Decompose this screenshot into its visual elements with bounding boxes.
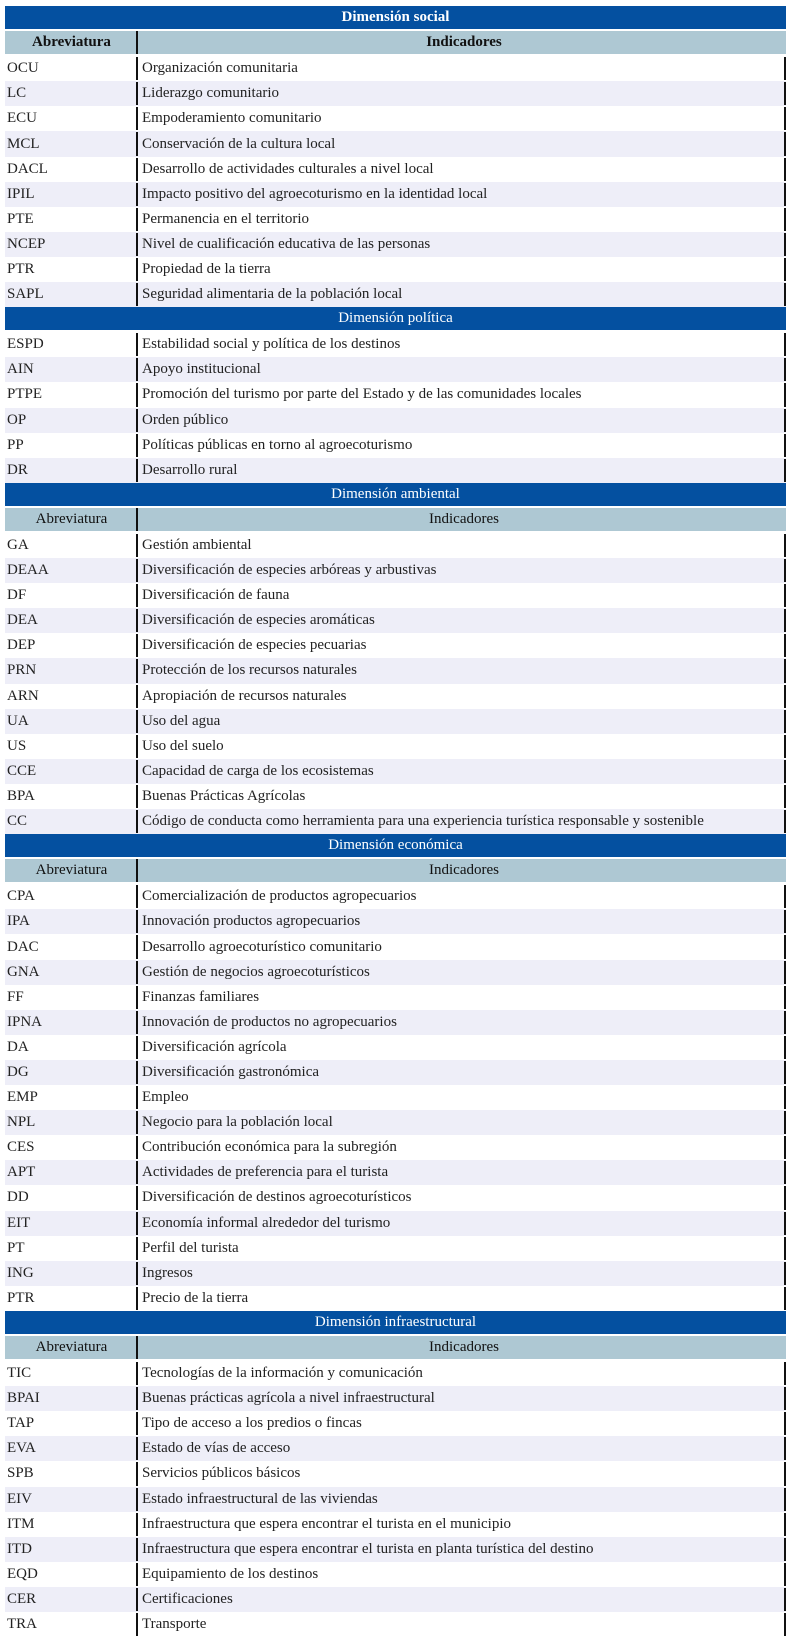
column-header-abbreviation: Abreviatura [32,34,111,51]
table-row [5,1160,786,1185]
column-header-row [5,31,786,54]
table-row [5,985,786,1010]
abbreviation-cell: LC [7,85,27,102]
table-row [5,433,786,458]
indicator-cell: Diversificación gastronómica [136,1061,786,1084]
indicator-cell: Políticas públicas en torno al agroecoturismo [136,434,786,457]
abbreviation-cell: CER [7,1590,37,1607]
indicator-cell: Diversificación de especies pecuarias [136,634,786,657]
indicator-cell: Estabilidad social y política de los destinos [136,333,786,356]
indicators-table [5,6,786,1637]
table-row [5,558,786,583]
table-row [5,1211,786,1236]
indicator-cell: Certificaciones [136,1588,786,1611]
table-row [5,759,786,784]
table-row [5,1562,786,1587]
abbreviation-cell: GA [7,537,29,554]
indicator-cell: Economía informal alrededor del turismo [136,1212,786,1235]
abbreviation-cell: EQD [7,1565,38,1582]
table-row [5,357,786,382]
abbreviation-cell: PT [7,1239,25,1256]
table-row [5,533,786,558]
table-row [5,1411,786,1436]
indicator-cell: Uso del suelo [136,735,786,758]
abbreviation-cell: CCE [7,762,37,779]
indicator-cell: Contribución económica para la subregión [136,1136,786,1159]
table-row [5,1261,786,1286]
column-header-indicators: Indicadores [136,859,786,882]
column-header-row [5,859,786,882]
abbreviation-cell: ITM [7,1515,35,1532]
column-header-row [5,508,786,531]
indicator-cell: Innovación de productos no agropecuarios [136,1011,786,1034]
abbreviation-cell: PTPE [7,386,43,403]
column-header-abbreviation: Abreviatura [35,862,108,879]
table-row [5,1085,786,1110]
abbreviation-cell: DEP [7,637,36,654]
indicator-cell: Ingresos [136,1262,786,1285]
indicator-cell: Tipo de acceso a los predios o fincas [136,1412,786,1435]
table-row [5,232,786,257]
table-row [5,282,786,307]
abbreviation-cell: EIT [7,1214,31,1231]
abbreviation-cell: PTR [7,1289,35,1306]
indicator-cell: Diversificación agrícola [136,1036,786,1059]
table-row [5,382,786,407]
table-row [5,658,786,683]
abbreviation-cell: CPA [7,888,35,905]
indicator-cell: Permanencia en el territorio [136,208,786,231]
abbreviation-cell: FF [7,988,24,1005]
abbreviation-cell: PTE [7,210,34,227]
section-title: Dimensión económica [5,834,786,857]
indicator-cell: Impacto positivo del agroecoturismo en la identidad local [136,183,786,206]
indicator-cell: Transporte [136,1613,786,1636]
abbreviation-cell: DG [7,1063,29,1080]
column-header-abbreviation: Abreviatura [35,1338,108,1355]
table-row [5,1587,786,1612]
indicator-cell: Diversificación de destinos agroecoturísticos [136,1186,786,1209]
table-row [5,909,786,934]
indicator-cell: Empoderamiento comunitario [136,107,786,130]
indicator-cell: Gestión ambiental [136,534,786,557]
indicator-cell: Innovación productos agropecuarios [136,910,786,933]
indicator-cell: Promoción del turismo por parte del Estado y de las comunidades locales [136,383,786,406]
table-row [5,131,786,156]
abbreviation-cell: DA [7,1038,29,1055]
indicator-cell: Seguridad alimentaria de la población local [136,283,786,306]
table-row [5,633,786,658]
abbreviation-cell: ING [7,1264,34,1281]
indicator-cell: Actividades de preferencia para el turista [136,1161,786,1184]
indicator-cell: Nivel de cualificación educativa de las personas [136,233,786,256]
table-row [5,934,786,959]
column-header-abbreviation: Abreviatura [35,510,108,527]
indicator-cell: Capacidad de carga de los ecosistemas [136,760,786,783]
indicator-cell: Equipamiento de los destinos [136,1563,786,1586]
abbreviation-cell: SPB [7,1465,34,1482]
table-row [5,1135,786,1160]
indicator-cell: Apropiación de recursos naturales [136,685,786,708]
abbreviation-cell: GNA [7,963,40,980]
indicator-cell: Estado de vías de acceso [136,1437,786,1460]
section-title: Dimensión social [5,6,786,29]
table-row [5,1035,786,1060]
abbreviation-cell: CES [7,1139,35,1156]
abbreviation-cell: ECU [7,110,37,127]
abbreviation-cell: PTR [7,260,35,277]
abbreviation-cell: DD [7,1189,29,1206]
indicator-cell: Código de conducta como herramienta para una experiencia turística responsable y sostenible [136,810,786,833]
table-row [5,1487,786,1512]
indicator-cell: Uso del agua [136,710,786,733]
table-row [5,1461,786,1486]
indicator-cell: Servicios públicos básicos [136,1462,786,1485]
column-header-indicators: Indicadores [136,1336,786,1359]
table-row [5,458,786,483]
table-row [5,1537,786,1562]
table-row [5,809,786,834]
abbreviation-cell: DAC [7,938,39,955]
indicator-cell: Precio de la tierra [136,1287,786,1310]
table-row [5,157,786,182]
abbreviation-cell: ARN [7,687,39,704]
indicator-cell: Orden público [136,409,786,432]
abbreviation-cell: EMP [7,1089,38,1106]
indicator-cell: Tecnologías de la información y comunicación [136,1362,786,1385]
indicator-cell: Desarrollo agroecoturístico comunitario [136,935,786,958]
abbreviation-cell: AIN [7,361,34,378]
abbreviation-cell: TAP [7,1415,35,1432]
indicator-cell: Desarrollo de actividades culturales a nivel local [136,158,786,181]
indicator-cell: Buenas Prácticas Agrícolas [136,785,786,808]
indicator-cell: Infraestructura que espera encontrar el turista en planta turística del destino [136,1538,786,1561]
abbreviation-cell: DACL [7,160,48,177]
indicator-cell: Conservación de la cultura local [136,132,786,155]
indicator-cell: Propiedad de la tierra [136,258,786,281]
abbreviation-cell: BPA [7,787,35,804]
abbreviation-cell: NCEP [7,235,46,252]
abbreviation-cell: IPA [7,913,30,930]
table-row [5,56,786,81]
abbreviation-cell: CC [7,813,28,830]
indicator-cell: Diversificación de fauna [136,584,786,607]
indicator-cell: Negocio para la población local [136,1111,786,1134]
indicator-cell: Diversificación de especies aromáticas [136,609,786,632]
indicator-cell: Finanzas familiares [136,986,786,1009]
indicator-cell: Estado infraestructural de las viviendas [136,1488,786,1511]
table-row [5,1386,786,1411]
abbreviation-cell: IPIL [7,185,35,202]
abbreviation-cell: EVA [7,1440,36,1457]
indicator-cell: Organización comunitaria [136,57,786,80]
table-row [5,784,786,809]
table-row [5,106,786,131]
abbreviation-cell: DR [7,461,28,478]
abbreviation-cell: BPAI [7,1390,40,1407]
indicator-cell: Apoyo institucional [136,358,786,381]
table-row [5,734,786,759]
indicator-cell: Perfil del turista [136,1237,786,1260]
abbreviation-cell: PRN [7,662,37,679]
table-row [5,1436,786,1461]
table-row [5,684,786,709]
table-row [5,1110,786,1135]
indicator-cell: Gestión de negocios agroecoturísticos [136,961,786,984]
table-row [5,1361,786,1386]
section-title: Dimensión ambiental [5,483,786,506]
abbreviation-cell: US [7,737,27,754]
table-row [5,583,786,608]
abbreviation-cell: OCU [7,60,39,77]
table-row [5,608,786,633]
abbreviation-cell: DEAA [7,562,49,579]
abbreviation-cell: ITD [7,1540,32,1557]
indicator-cell: Buenas prácticas agrícola a nivel infraestructural [136,1387,786,1410]
column-header-row [5,1336,786,1359]
indicator-cell: Desarrollo rural [136,459,786,482]
table-row [5,1060,786,1085]
abbreviation-cell: SAPL [7,286,44,303]
abbreviation-cell: ESPD [7,336,44,353]
indicator-cell: Liderazgo comunitario [136,82,786,105]
table-row [5,182,786,207]
abbreviation-cell: NPL [7,1114,36,1131]
abbreviation-cell: APT [7,1164,36,1181]
table-row [5,81,786,106]
table-row [5,257,786,282]
table-row [5,408,786,433]
column-header-indicators: Indicadores [136,508,786,531]
indicator-cell: Infraestructura que espera encontrar el turista en el municipio [136,1513,786,1536]
indicator-cell: Diversificación de especies arbóreas y arbustivas [136,559,786,582]
table-row [5,332,786,357]
table-row [5,207,786,232]
table-row [5,960,786,985]
table-row [5,1185,786,1210]
table-row [5,1612,786,1637]
indicator-cell: Empleo [136,1086,786,1109]
section-title: Dimensión infraestructural [5,1311,786,1334]
table-row [5,709,786,734]
indicator-cell: Protección de los recursos naturales [136,659,786,682]
abbreviation-cell: TRA [7,1616,37,1633]
abbreviation-cell: IPNA [7,1013,43,1030]
abbreviation-cell: DEA [7,612,38,629]
abbreviation-cell: TIC [7,1365,32,1382]
indicator-cell: Comercialización de productos agropecuarios [136,885,786,908]
abbreviation-cell: PP [7,436,24,453]
section-title: Dimensión política [5,307,786,330]
column-header-indicators: Indicadores [136,31,786,54]
abbreviation-cell: MCL [7,135,40,152]
table-row [5,1010,786,1035]
abbreviation-cell: OP [7,411,27,428]
table-row [5,1236,786,1261]
abbreviation-cell: EIV [7,1490,32,1507]
table-row [5,1286,786,1311]
abbreviation-cell: UA [7,712,29,729]
table-row [5,1512,786,1537]
abbreviation-cell: DF [7,587,27,604]
table-row [5,884,786,909]
